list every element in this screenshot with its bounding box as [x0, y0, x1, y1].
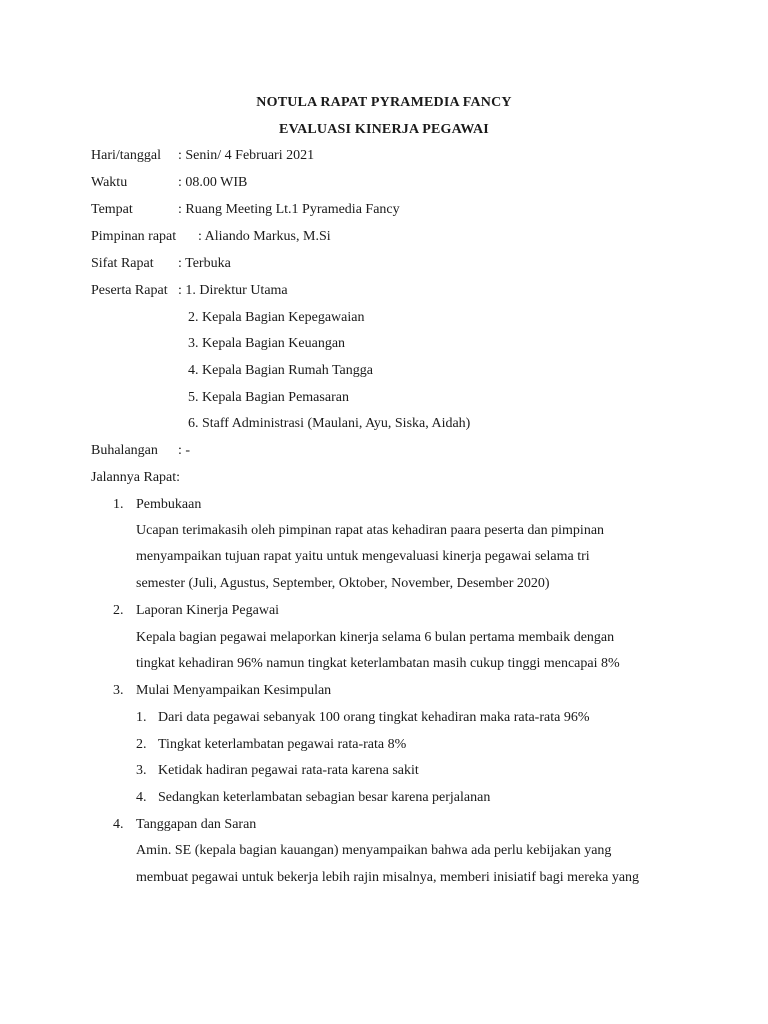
agenda-title: Mulai Menyampaikan Kesimpulan [136, 683, 332, 698]
agenda-text-line: Amin. SE (kepala bagian kauangan) menyampaikan bahwa ada perlu kebijakan yang [136, 843, 612, 858]
document-title: NOTULA RAPAT PYRAMEDIA FANCY [256, 95, 512, 110]
meta-label-participants: Peserta Rapat [91, 283, 168, 298]
participant-item: 3. Kepala Bagian Keuangan [188, 336, 346, 351]
meta-value-leader: : Aliando Markus, M.Si [198, 229, 331, 244]
meta-value-absent: : - [178, 443, 191, 458]
participant-item: 2. Kepala Bagian Kepegawaian [188, 310, 365, 325]
subitem-text: Sedangkan keterlambatan sebagian besar karena perjalanan [158, 790, 491, 805]
meta-value-participants: : 1. Direktur Utama [178, 283, 288, 298]
meta-label-time: Waktu [91, 175, 128, 190]
document-subtitle: EVALUASI KINERJA PEGAWAI [279, 122, 489, 137]
agenda-number: 2. [113, 603, 124, 618]
agenda-title: Tanggapan dan Saran [136, 817, 257, 832]
participant-item: 4. Kepala Bagian Rumah Tangga [188, 363, 373, 378]
meta-label-place: Tempat [91, 202, 133, 217]
agenda-text-line: menyampaikan tujuan rapat yaitu untuk mengevaluasi kinerja pegawai selama tri [136, 549, 590, 564]
subitem-text: Ketidak hadiran pegawai rata-rata karena sakit [158, 763, 419, 778]
agenda-number: 1. [113, 497, 124, 512]
subitem-text: Dari data pegawai sebanyak 100 orang tingkat kehadiran maka rata-rata 96% [158, 710, 590, 725]
meta-label-date: Hari/tanggal [91, 148, 161, 163]
agenda-text-line: tingkat kehadiran 96% namun tingkat keterlambatan masih cukup tinggi mencapai 8% [136, 656, 620, 671]
agenda-text-line: Kepala bagian pegawai melaporkan kinerja selama 6 bulan pertama membaik dengan [136, 630, 615, 645]
agenda-text-line: Ucapan terimakasih oleh pimpinan rapat atas kehadiran paara peserta dan pimpinan [136, 523, 605, 538]
subitem-text: Tingkat keterlambatan pegawai rata-rata 8% [158, 737, 407, 752]
agenda-number: 4. [113, 817, 124, 832]
agenda-text-line: semester (Juli, Agustus, September, Oktober, November, Desember 2020) [136, 576, 550, 591]
participant-item: 5. Kepala Bagian Pemasaran [188, 390, 349, 405]
meta-label-nature: Sifat Rapat [91, 256, 154, 271]
participant-item: 6. Staff Administrasi (Maulani, Ayu, Siska, Aidah) [188, 416, 471, 431]
subitem-number: 2. [136, 737, 147, 752]
meta-value-date: : Senin/ 4 Februari 2021 [178, 148, 315, 163]
subitem-number: 4. [136, 790, 147, 805]
agenda-title: Laporan Kinerja Pegawai [136, 603, 280, 618]
agenda-text-line: membuat pegawai untuk bekerja lebih rajin misalnya, memberi inisiatif bagi mereka yang [136, 870, 640, 885]
meta-label-absent: Buhalangan [91, 443, 158, 458]
meta-value-nature: : Terbuka [178, 256, 231, 271]
subitem-number: 1. [136, 710, 147, 725]
meta-value-time: : 08.00 WIB [178, 175, 248, 190]
meta-value-place: : Ruang Meeting Lt.1 Pyramedia Fancy [178, 202, 400, 217]
meta-label-leader: Pimpinan rapat [91, 229, 177, 244]
agenda-number: 3. [113, 683, 124, 698]
section-heading: Jalannya Rapat: [91, 470, 181, 485]
subitem-number: 3. [136, 763, 147, 778]
agenda-title: Pembukaan [136, 497, 202, 512]
